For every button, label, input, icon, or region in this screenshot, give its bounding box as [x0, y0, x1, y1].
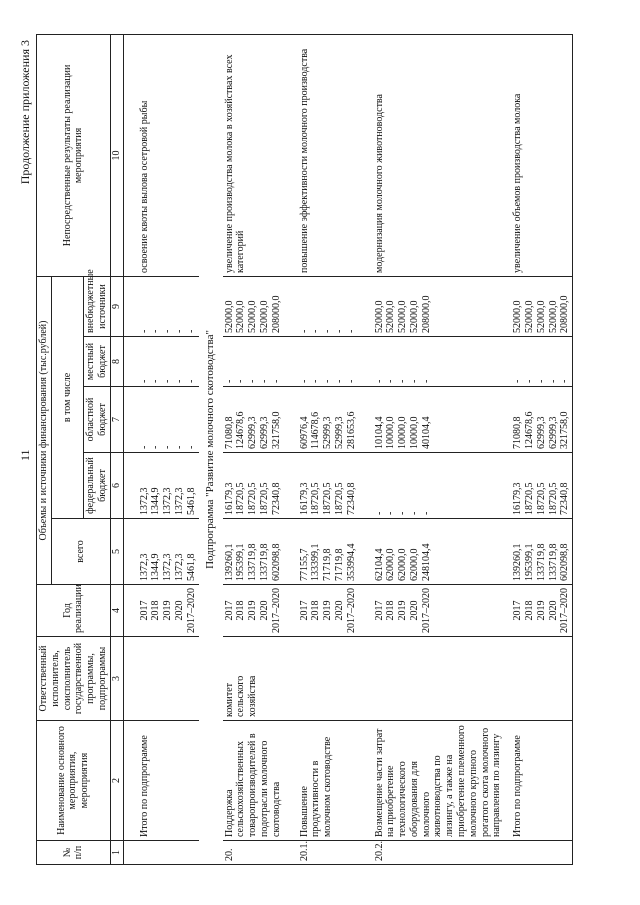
subprogram-row: [199, 34, 223, 864]
col-number: 1: [110, 841, 123, 865]
row-local: - - - - -: [223, 337, 284, 387]
row-number: 20.1.: [298, 841, 359, 865]
row-local: - - - - -: [298, 337, 359, 387]
row-offbudget: 52000,0 52000,0 52000,0 52000,0 208000,0: [373, 276, 505, 336]
row-federal: 16179,3 18720,5 18720,5 18720,5 72340,8: [504, 453, 572, 519]
row-federal: 16179,3 18720,5 18720,5 18720,5 72340,8: [298, 453, 359, 519]
col-incl-header: в том числе: [51, 276, 83, 518]
row-regional: 71080,8 124678,6 62999,3 62999,3 321758,0: [504, 387, 572, 453]
col-result-header: Непосредственные результаты реализации мероприятия: [37, 34, 111, 276]
col-number: 10: [110, 34, 123, 276]
col-year-header: Год реализации: [37, 585, 111, 637]
row-name: Поддержка сельскохозяйственных товаропроизводителей в подотрасли молочного скотоводства: [223, 721, 284, 841]
table-row: [504, 34, 572, 864]
row-total: 77155,7 133399,1 71719,8 71719,8 353994,4: [298, 519, 359, 585]
col-no-header: № п/п: [37, 841, 111, 865]
subprogram-title: Подпрограмма "Развитие молочного скотоводства": [199, 34, 223, 864]
col-volume-header: Объемы и источники финансирования (тыс.рублей): [37, 276, 52, 584]
row-total: 1372,3 1344,9 1372,3 1372,3 5461,8: [138, 519, 199, 585]
table-row: [223, 34, 284, 864]
row-federal: 16179,3 18720,5 18720,5 18720,5 72340,8: [223, 453, 284, 519]
col-number: 2: [110, 721, 123, 841]
col-number: 3: [110, 637, 123, 721]
row-years: 2017 2018 2019 2020 2017–2020: [298, 585, 359, 637]
table-row: [373, 34, 505, 864]
col-number: 8: [110, 337, 123, 387]
row-local: - - - - -: [138, 337, 199, 387]
row-total: 139260,1 195399,1 133719,8 133719,8 602098,8: [223, 519, 284, 585]
row-regional: 10104,4 10000,0 10000,0 10000,0 40104,4: [373, 387, 505, 453]
row-total: 139260,1 195399,1 133719,8 133719,8 602098,8: [504, 519, 572, 585]
row-regional: 71080,8 124678,6 62999,3 62999,3 321758,0: [223, 387, 284, 453]
row-name: Итого по подпрограмме: [504, 721, 572, 841]
row-number: 20.: [223, 841, 284, 865]
row-result: повышение эффективности молочного производства: [298, 34, 359, 276]
row-result: освоение квоты вылова осетровой рыбы: [138, 34, 199, 276]
page-number: 11: [18, 449, 32, 461]
row-result: увеличение объемов производства молока: [504, 34, 572, 276]
col-resp-header: Ответственный исполнитель, соисполнитель государственной программы, подпрограммы: [37, 637, 111, 721]
row-years: 2017 2018 2019 2020 2017–2020: [373, 585, 505, 637]
financing-table: [36, 34, 573, 865]
appendix-continuation: Продолжение приложения 3: [18, 40, 32, 185]
row-years: 2017 2018 2019 2020 2017–2020: [223, 585, 284, 637]
col-number: 5: [110, 519, 123, 585]
row-regional: 60976,4 114678,6 52999,3 52999,3 281653,6: [298, 387, 359, 453]
row-federal: 1372,3 1344,9 1372,3 1372,3 5461,8: [138, 453, 199, 519]
row-local: - - - - -: [373, 337, 505, 387]
row-offbudget: 52000,0 52000,0 52000,0 52000,0 208000,0: [223, 276, 284, 336]
col-loc-header: местный бюджет: [84, 337, 111, 387]
row-offbudget: 52000,0 52000,0 52000,0 52000,0 208000,0: [504, 276, 572, 336]
row-offbudget: - - - - -: [298, 276, 359, 336]
row-result: увеличение производства молока в хозяйствах всех категорий: [223, 34, 284, 276]
col-number: 9: [110, 276, 123, 336]
row-name: Повышение продуктивности в молочном скотоводстве: [298, 721, 359, 841]
col-name-header: Наименование основного мероприятия, мероприятия: [37, 721, 111, 841]
col-number: 4: [110, 585, 123, 637]
table-row: [298, 34, 359, 864]
row-federal: - - - - -: [373, 453, 505, 519]
col-fed-header: федеральный бюджет: [84, 453, 111, 519]
row-years: 2017 2018 2019 2020 2017–2020: [138, 585, 199, 637]
row-years: 2017 2018 2019 2020 2017–2020: [504, 585, 572, 637]
row-result: модернизация молочного животноводства: [373, 34, 505, 276]
col-reg-header: областной бюджет: [84, 387, 111, 453]
row-regional: - - - - -: [138, 387, 199, 453]
row-name: Итого по подпрограмме: [138, 721, 199, 841]
col-total-header: всего: [51, 519, 110, 585]
row-total: 62104,4 62000,0 62000,0 62000,0 248104,4: [373, 519, 505, 585]
row-local: - - - - -: [504, 337, 572, 387]
col-number: 6: [110, 453, 123, 519]
col-off-header: внебюджетные источники: [84, 276, 111, 336]
table-row: [138, 34, 199, 864]
row-number: 20.2.: [373, 841, 505, 865]
row-offbudget: - - - - -: [138, 276, 199, 336]
row-responsible: комитет сельского хозяйства: [223, 637, 284, 721]
row-name: Возмещение части затрат на приобретение технологического оборудования для молочного животноводства по лизингу, а также на приобретение племенного молочного крупного рогатого скота молочного направления по лизингу: [373, 721, 505, 841]
col-number: 7: [110, 387, 123, 453]
